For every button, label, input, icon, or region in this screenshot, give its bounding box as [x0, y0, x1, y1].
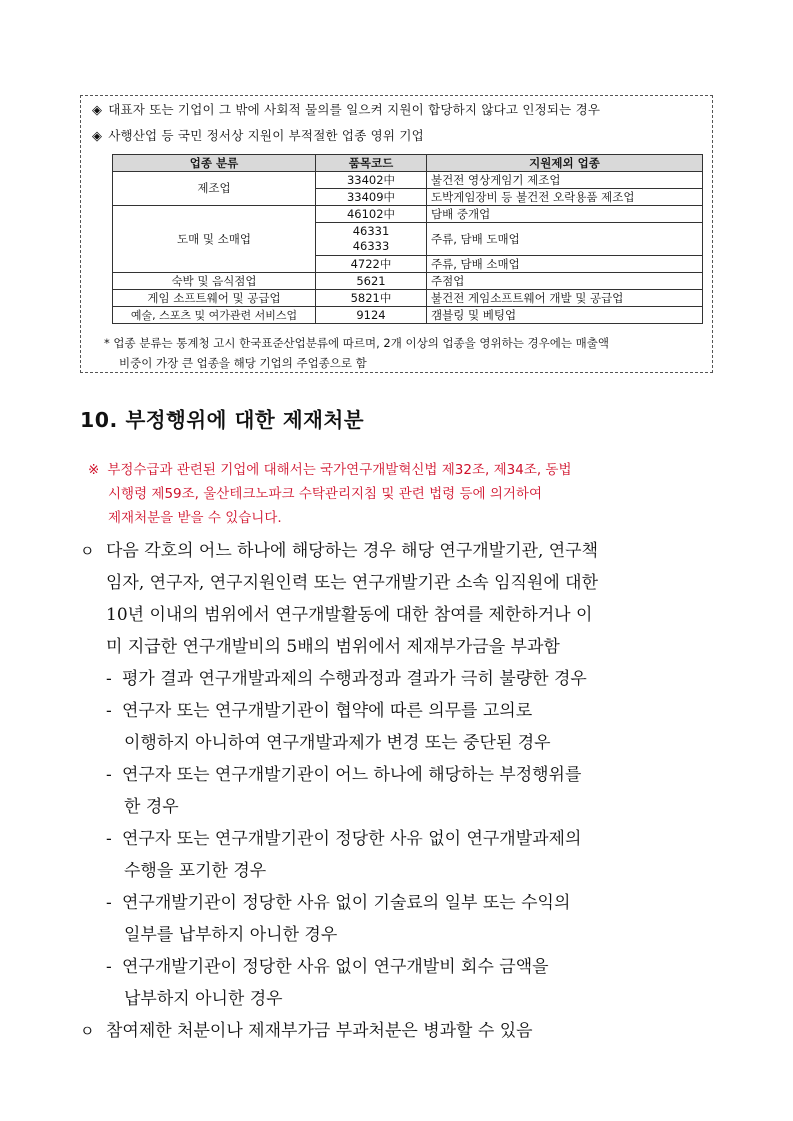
list-item: - 평가 결과 연구개발과제의 수행과정과 결과가 극히 불량한 경우 — [106, 669, 587, 689]
excluded-cell: 주류, 담배 도매업 — [427, 223, 703, 256]
table-row — [113, 172, 703, 189]
code-cell: 33402中 — [316, 172, 427, 189]
code-cell: 9124 — [316, 307, 427, 324]
list-item: - 연구개발기관이 정당한 사유 없이 기술료의 일부 또는 수익의 — [106, 893, 571, 913]
header-category: 업종 분류 — [113, 155, 316, 172]
category-cell: 예술, 스포츠 및 여가관련 서비스업 — [113, 307, 316, 324]
list-item-continued: 일부를 납부하지 아니한 경우 — [124, 925, 338, 945]
criteria-item-1: ◈ 대표자 또는 기업이 그 밖에 사회적 물의를 일으켜 지원이 합당하지 않다고 인정되는 경우 — [92, 102, 601, 118]
excluded-cell: 담배 중개업 — [427, 206, 703, 223]
sanction-notice: ※ 부정수급과 관련된 기업에 대해서는 국가연구개발혁신법 제32조, 제34조, 동법 시행령 제59조, 울산테크노파크 수탁관리지침 및 관련 법령 등에 의거하여 제재처분을 받을 수 있습니다. — [88, 462, 572, 526]
excluded-cell: 불건전 영상게임기 제조업 — [427, 172, 703, 189]
list-item: - 연구자 또는 연구개발기관이 어느 하나에 해당하는 부정행위를 — [106, 765, 582, 785]
list-item-continued: 이행하지 아니하여 연구개발과제가 변경 또는 중단된 경우 — [124, 733, 551, 753]
excluded-industries-table — [112, 154, 703, 324]
section-title: 10. 부정행위에 대한 제재처분 — [80, 408, 365, 432]
code-cell: 46102中 — [316, 206, 427, 223]
diamond-icon: ◈ — [92, 103, 103, 118]
list-item-continued: 납부하지 아니한 경우 — [124, 989, 283, 1009]
criteria-item-2: ◈ 사행산업 등 국민 정서상 지원이 부적절한 업종 영위 기업 — [92, 128, 424, 144]
header-code: 품목코드 — [316, 155, 427, 172]
category-cell: 숙박 및 음식점업 — [113, 273, 316, 290]
table-row — [113, 206, 703, 223]
code-cell: 5821中 — [316, 290, 427, 307]
table-footnote: * 업종 분류는 통계청 고시 한국표준산업분류에 따르며, 2개 이상의 업종을 영위하는 경우에는 매출액 비중이 가장 큰 업종을 해당 기업의 주업종으로 함 — [104, 336, 609, 370]
excluded-cell: 불건전 게임소프트웨어 개발 및 공급업 — [427, 290, 703, 307]
paragraph-line: 10년 이내의 범위에서 연구개발활동에 대한 참여를 제한하거나 이 — [106, 605, 593, 625]
list-item-continued: 수행을 포기한 경우 — [124, 861, 267, 881]
table-row — [113, 290, 703, 307]
paragraph-line: 미 지급한 연구개발비의 5배의 범위에서 제재부가금을 부과함 — [106, 637, 560, 657]
diamond-icon: ◈ — [92, 129, 103, 144]
excluded-cell: 주류, 담배 소매업 — [427, 256, 703, 273]
list-item: - 연구자 또는 연구개발기관이 협약에 따른 의무를 고의로 — [106, 701, 533, 721]
table-header-row — [113, 155, 703, 172]
list-item: - 연구개발기관이 정당한 사유 없이 연구개발비 회수 금액을 — [106, 957, 549, 977]
paragraph-line: ㅇ 다음 각호의 어느 하나에 해당하는 경우 해당 연구개발기관, 연구책 — [80, 535, 598, 567]
table-row — [113, 307, 703, 324]
paragraph-line: 임자, 연구자, 연구지원인력 또는 연구개발기관 소속 임직원에 대한 — [106, 573, 599, 593]
excluded-cell: 갬블링 및 베팅업 — [427, 307, 703, 324]
list-item-continued: 한 경우 — [124, 797, 179, 817]
paragraph-line: ㅇ 참여제한 처분이나 제재부가금 부과처분은 병과할 수 있음 — [80, 1015, 598, 1047]
excluded-cell: 도박게임장비 등 불건전 오락용품 제조업 — [427, 189, 703, 206]
category-cell: 제조업 — [113, 172, 316, 206]
category-cell: 게임 소프트웨어 및 공급업 — [113, 290, 316, 307]
code-cell: 33409中 — [316, 189, 427, 206]
list-item: - 연구자 또는 연구개발기관이 정당한 사유 없이 연구개발과제의 — [106, 829, 582, 849]
reference-mark-icon: ※ — [88, 462, 100, 478]
sanction-body — [80, 535, 598, 1047]
circle-bullet-icon: ㅇ — [80, 542, 95, 560]
code-cell: 46331 46333 — [316, 223, 427, 256]
excluded-cell: 주점업 — [427, 273, 703, 290]
code-cell: 4722中 — [316, 256, 427, 273]
header-excluded: 지원제외 업종 — [427, 155, 703, 172]
category-cell: 도매 및 소매업 — [113, 206, 316, 273]
circle-bullet-icon: ㅇ — [80, 1022, 95, 1040]
code-cell: 5621 — [316, 273, 427, 290]
table-row — [113, 273, 703, 290]
